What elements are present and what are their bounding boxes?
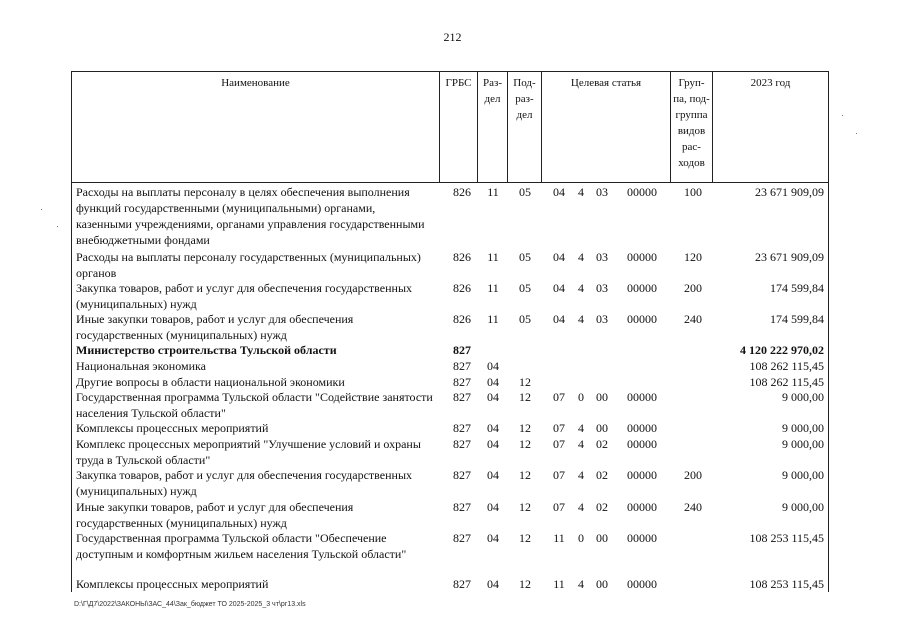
row-name: Министерство строительства Тульской области [76, 343, 337, 357]
scan-speck [842, 115, 843, 116]
cell-amount: 108 253 115,45 [749, 577, 824, 591]
header-year: 2023 год [750, 77, 791, 89]
cell-vr: 240 [684, 312, 702, 326]
cell-t2: 4 [578, 468, 584, 482]
cell-t1: 04 [553, 250, 565, 264]
row-name: Расходы на выплаты персоналу государственных (муниципальных) органов [76, 250, 421, 280]
cell-t4: 00000 [627, 185, 657, 199]
cell-t1: 11 [553, 531, 565, 545]
cell-vr: 200 [684, 468, 702, 482]
cell-t2: 4 [578, 437, 584, 451]
cell-grbs: 827 [453, 421, 471, 435]
cell-rz: 11 [487, 185, 499, 199]
cell-t1: 07 [553, 468, 565, 482]
row-name: Национальная экономика [76, 359, 206, 373]
cell-t4: 00000 [627, 312, 657, 326]
cell-rz: 04 [487, 390, 499, 404]
header-target: Целевая статья [542, 72, 671, 182]
cell-t1: 04 [553, 312, 565, 326]
cell-amount: 4 120 222 970,02 [740, 343, 824, 357]
cell-t4: 00000 [627, 577, 657, 591]
cell-t2: 4 [578, 250, 584, 264]
cell-t3: 03 [596, 250, 608, 264]
cell-grbs: 827 [453, 531, 471, 545]
cell-grbs: 827 [453, 437, 471, 451]
cell-pr: 05 [519, 250, 531, 264]
cell-t4: 00000 [627, 468, 657, 482]
row-name: Расходы на выплаты персоналу в целях обеспечения выполнения функций государственными (муниципальными) органами, казенными учреждениями, органами управления государственными внебюджетными фондами [76, 185, 425, 247]
cell-rz: 04 [487, 437, 499, 451]
cell-t3: 00 [596, 421, 608, 435]
cell-t4: 00000 [627, 500, 657, 514]
header-podrazdel: Под- раз- дел [508, 72, 542, 182]
cell-rz: 04 [487, 421, 499, 435]
cell-pr: 05 [519, 281, 531, 295]
cell-t1: 04 [553, 281, 565, 295]
row-name: Комплексы процессных мероприятий [76, 577, 269, 591]
cell-amount: 108 262 115,45 [749, 359, 824, 373]
cell-pr: 05 [519, 185, 531, 199]
cell-t3: 00 [596, 531, 608, 545]
row-name: Государственная программа Тульской области "Содействие занятости населения Тульской области" [76, 390, 433, 420]
cell-amount: 108 262 115,45 [749, 375, 824, 389]
header-grbs: ГРБС [440, 72, 478, 182]
cell-vr: 120 [684, 250, 702, 264]
page-number: 212 [443, 30, 462, 44]
cell-amount: 9 000,00 [782, 390, 824, 404]
cell-amount: 9 000,00 [782, 468, 824, 482]
cell-rz: 04 [487, 375, 499, 389]
cell-pr: 12 [519, 437, 531, 451]
cell-pr: 05 [519, 312, 531, 326]
cell-vr: 200 [684, 281, 702, 295]
row-name: Государственная программа Тульской области "Обеспечение доступным и комфортным жильем населения Тульской области" [76, 531, 407, 561]
scan-speck [57, 226, 58, 227]
cell-t4: 00000 [627, 531, 657, 545]
cell-grbs: 826 [453, 281, 471, 295]
cell-rz: 04 [487, 577, 499, 591]
cell-rz: 04 [487, 359, 499, 373]
cell-grbs: 826 [453, 185, 471, 199]
cell-t4: 00000 [627, 281, 657, 295]
cell-t2: 0 [578, 390, 584, 404]
cell-t4: 00000 [627, 250, 657, 264]
cell-pr: 12 [519, 500, 531, 514]
cell-t2: 4 [578, 312, 584, 326]
cell-grbs: 827 [453, 375, 471, 389]
cell-pr: 12 [519, 531, 531, 545]
cell-t1: 07 [553, 500, 565, 514]
cell-t2: 4 [578, 500, 584, 514]
cell-t1: 07 [553, 390, 565, 404]
row-name: Закупка товаров, работ и услуг для обеспечения государственных (муниципальных) нужд [76, 281, 413, 311]
cell-t3: 03 [596, 281, 608, 295]
cell-grbs: 827 [453, 359, 471, 373]
row-name: Комплекс процессных мероприятий "Улучшение условий и охраны труда в Тульской области" [76, 437, 421, 467]
cell-rz: 04 [487, 500, 499, 514]
cell-t3: 03 [596, 312, 608, 326]
table-header [71, 71, 829, 183]
cell-rz: 11 [487, 250, 499, 264]
cell-t1: 11 [553, 577, 565, 591]
cell-vr: 100 [684, 185, 702, 199]
cell-rz: 11 [487, 281, 499, 295]
table-body [71, 182, 829, 592]
cell-vr: 240 [684, 500, 702, 514]
cell-t3: 03 [596, 185, 608, 199]
cell-grbs: 827 [453, 577, 471, 591]
row-name: Иные закупки товаров, работ и услуг для обеспечения государственных (муниципальных) нужд [76, 312, 354, 342]
cell-grbs: 827 [453, 500, 471, 514]
cell-grbs: 827 [453, 468, 471, 482]
header-name: Наименование [72, 72, 440, 182]
cell-t2: 4 [578, 281, 584, 295]
cell-t2: 4 [578, 577, 584, 591]
cell-t1: 07 [553, 437, 565, 451]
cell-amount: 174 599,84 [770, 281, 824, 295]
cell-t4: 00000 [627, 390, 657, 404]
cell-amount: 23 671 909,09 [755, 250, 824, 264]
cell-t2: 4 [578, 421, 584, 435]
cell-t1: 04 [553, 185, 565, 199]
cell-amount: 9 000,00 [782, 500, 824, 514]
header-razdel: Раз- дел [478, 72, 508, 182]
cell-rz: 04 [487, 531, 499, 545]
cell-rz: 04 [487, 468, 499, 482]
cell-t4: 00000 [627, 437, 657, 451]
cell-grbs: 827 [453, 343, 471, 357]
row-name: Другие вопросы в области национальной экономики [76, 375, 345, 389]
cell-pr: 12 [519, 421, 531, 435]
cell-pr: 12 [519, 468, 531, 482]
row-name: Комплексы процессных мероприятий [76, 421, 269, 435]
scan-speck [856, 133, 857, 134]
cell-t2: 0 [578, 531, 584, 545]
cell-grbs: 826 [453, 250, 471, 264]
cell-amount: 108 253 115,45 [749, 531, 824, 545]
cell-amount: 9 000,00 [782, 421, 824, 435]
cell-t2: 4 [578, 185, 584, 199]
file-path-footer: D:\Г\Д7\2022\ЗАКОНЫ\ЗАС_44\Зак_бюджет ТО 2025-2025_3 чт\рг13.xls [74, 601, 306, 608]
row-name: Закупка товаров, работ и услуг для обеспечения государственных (муниципальных) нужд [76, 468, 413, 498]
cell-pr: 12 [519, 577, 531, 591]
cell-t3: 02 [596, 437, 608, 451]
cell-amount: 23 671 909,09 [755, 185, 824, 199]
cell-pr: 12 [519, 375, 531, 389]
cell-t1: 07 [553, 421, 565, 435]
row-name: Иные закупки товаров, работ и услуг для обеспечения государственных (муниципальных) нужд [76, 500, 354, 530]
cell-t4: 00000 [627, 421, 657, 435]
cell-t3: 02 [596, 468, 608, 482]
cell-t3: 00 [596, 577, 608, 591]
cell-amount: 9 000,00 [782, 437, 824, 451]
scan-speck [41, 209, 42, 210]
cell-grbs: 826 [453, 312, 471, 326]
header-group: Груп- па, под- группа видов рас- ходов [671, 72, 713, 182]
cell-t3: 02 [596, 500, 608, 514]
cell-rz: 11 [487, 312, 499, 326]
cell-amount: 174 599,84 [770, 312, 824, 326]
cell-grbs: 827 [453, 390, 471, 404]
cell-t3: 00 [596, 390, 608, 404]
cell-pr: 12 [519, 390, 531, 404]
